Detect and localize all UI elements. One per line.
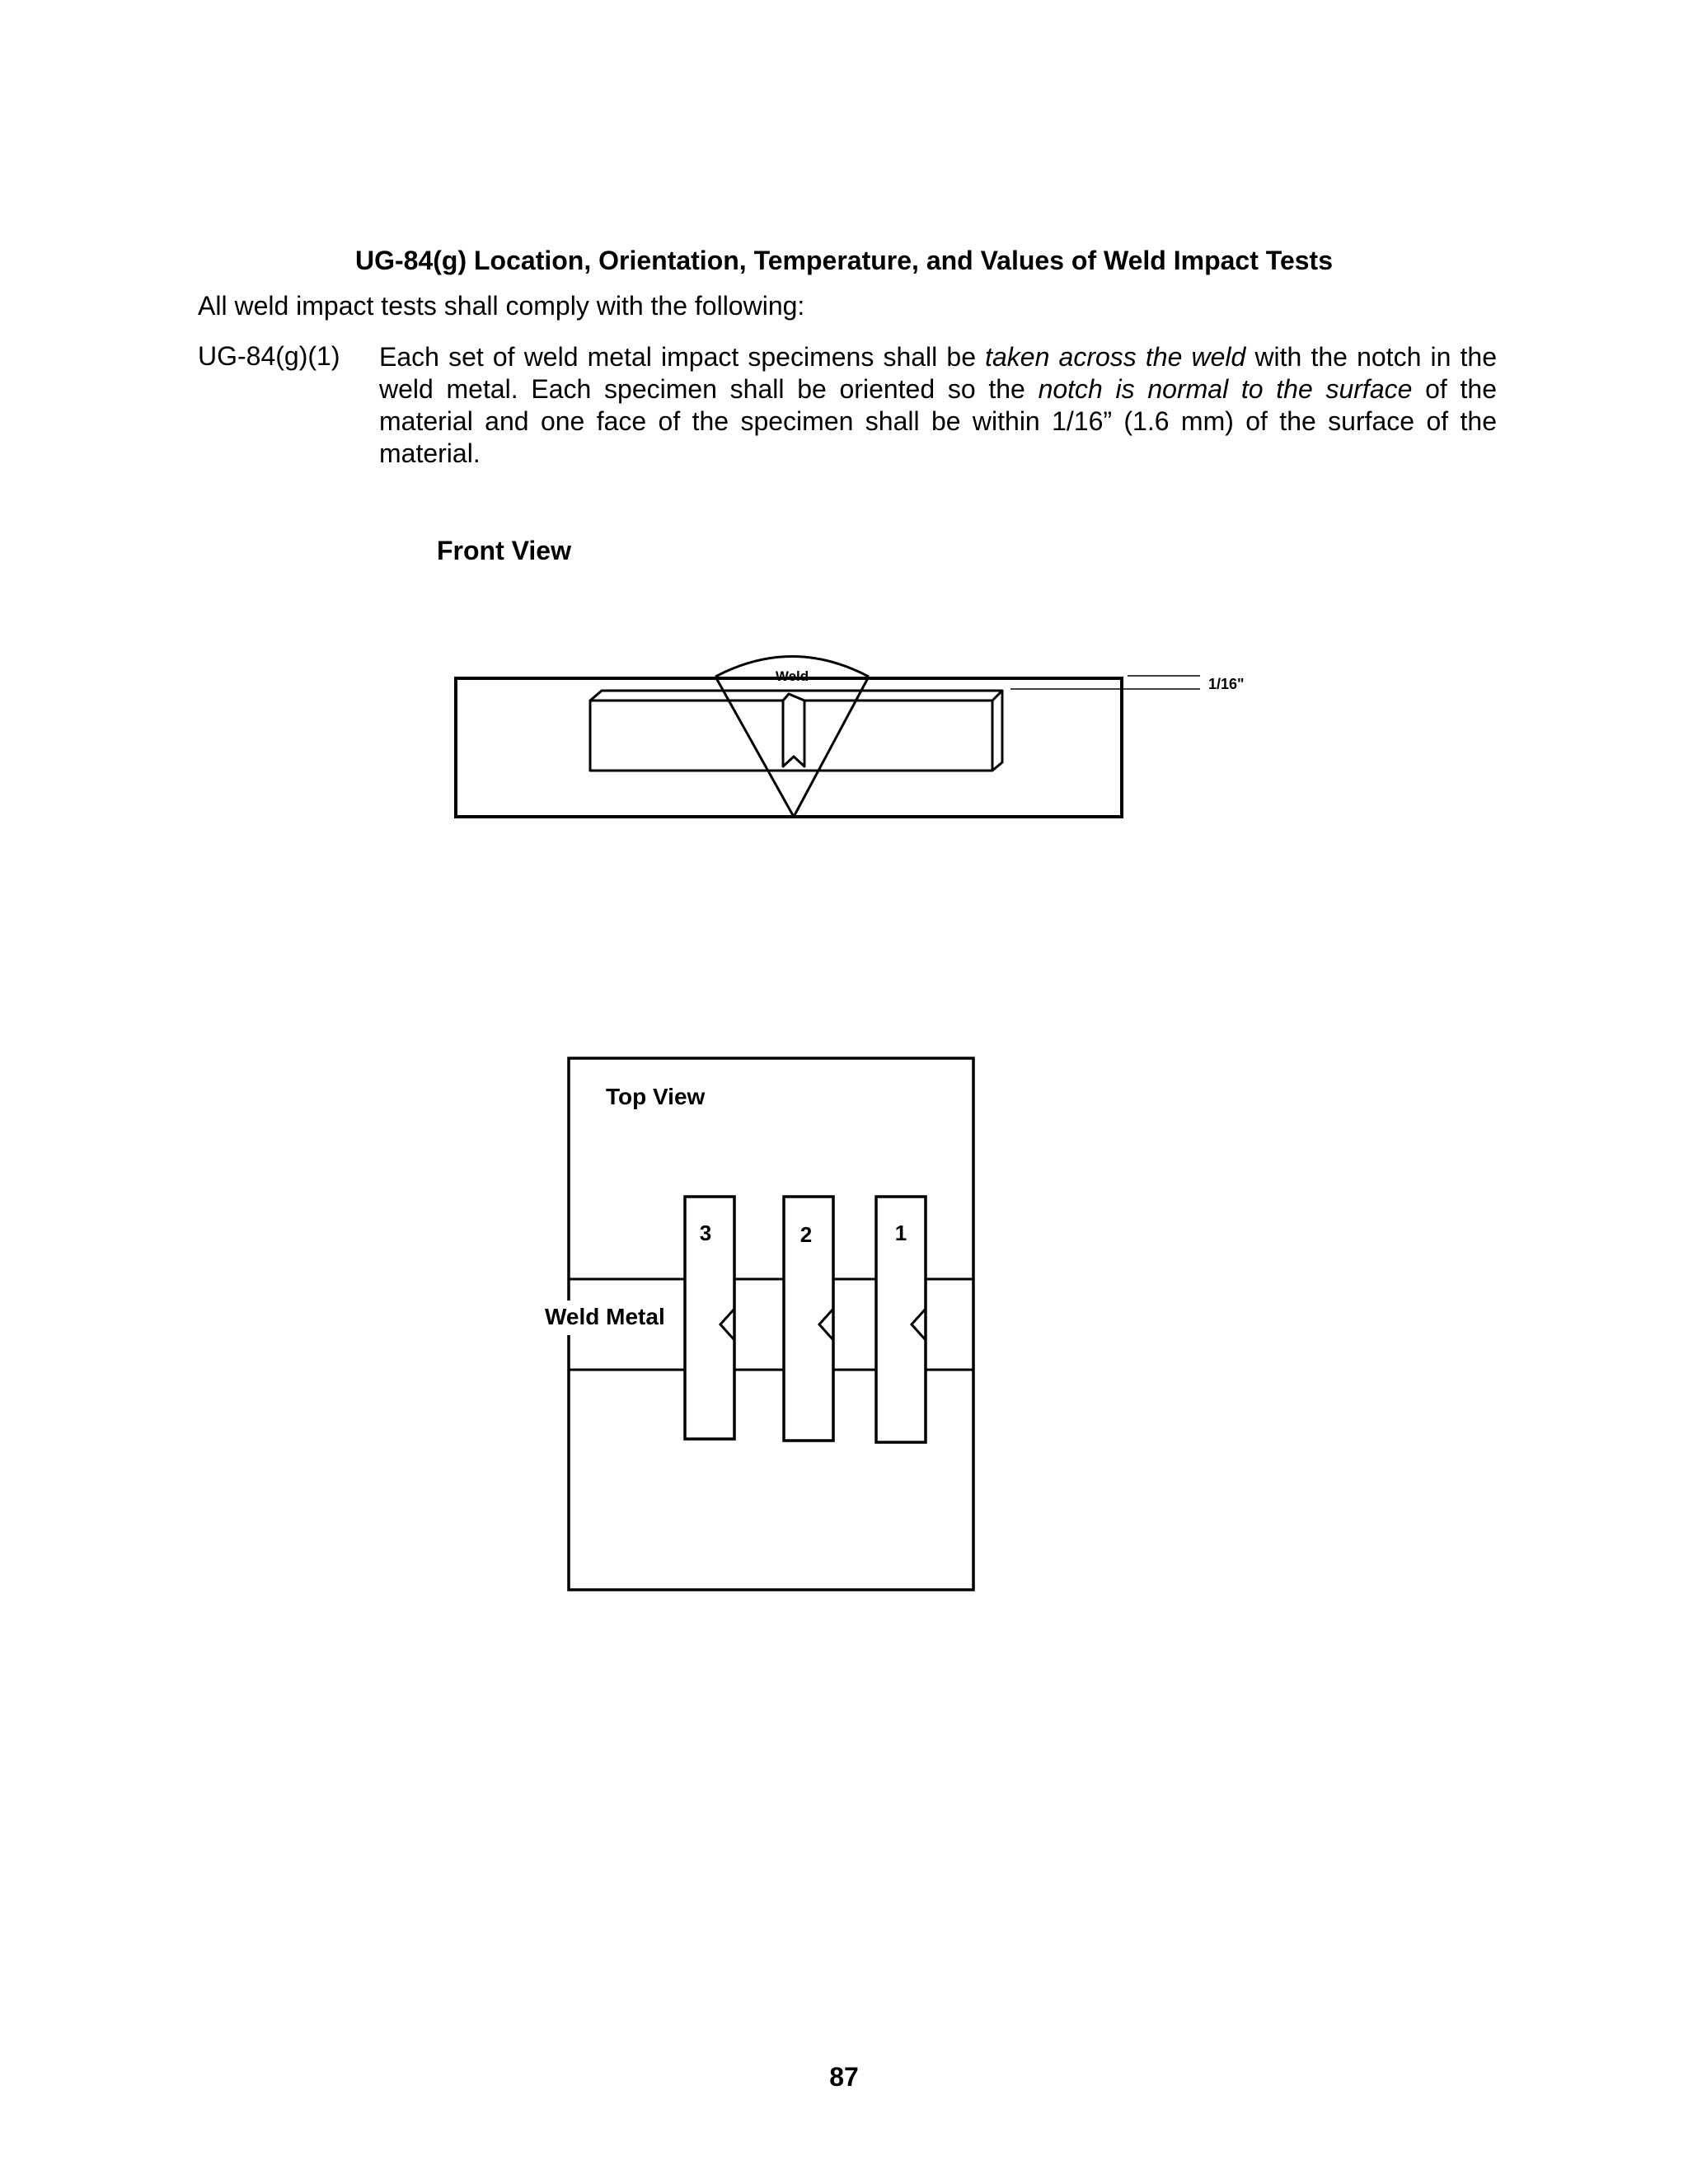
top-view-label: Top View [606,1084,706,1109]
dimension-label: 1/16" [1208,676,1245,692]
weld-label: Weld [775,668,809,684]
front-view-label: Front View [437,536,571,565]
clause-id: UG-84(g)(1) [198,341,340,371]
specimen-1-label: 1 [894,1221,907,1245]
front-view-diagram [0,0,1688,907]
specimen-2-label: 2 [799,1222,813,1247]
weld-metal-label: Weld Metal [545,1304,665,1329]
top-view-diagram [0,989,1688,1615]
clause-text-3: of the material and one face of the specimen shall be within 1/16” (1.6 mm) of the surface of the material. [379,374,1498,468]
intro-text: All weld impact tests shall comply with the following: [198,291,805,321]
clause-text-2: with the notch in the weld metal. Each specimen shall be oriented so the [379,342,1497,404]
clause-text-1: Each set of weld metal impact specimens shall be [379,342,986,372]
clause-emphasis-2: notch is normal to the surface [1038,374,1413,404]
notch [783,694,804,766]
clause-emphasis-1: taken across the weld [985,342,1246,372]
page-number: 87 [829,2062,859,2092]
specimen-3-label: 3 [699,1221,712,1245]
section-title: UG-84(g) Location, Orientation, Temperature, and Values of Weld Impact Tests [355,246,1333,275]
